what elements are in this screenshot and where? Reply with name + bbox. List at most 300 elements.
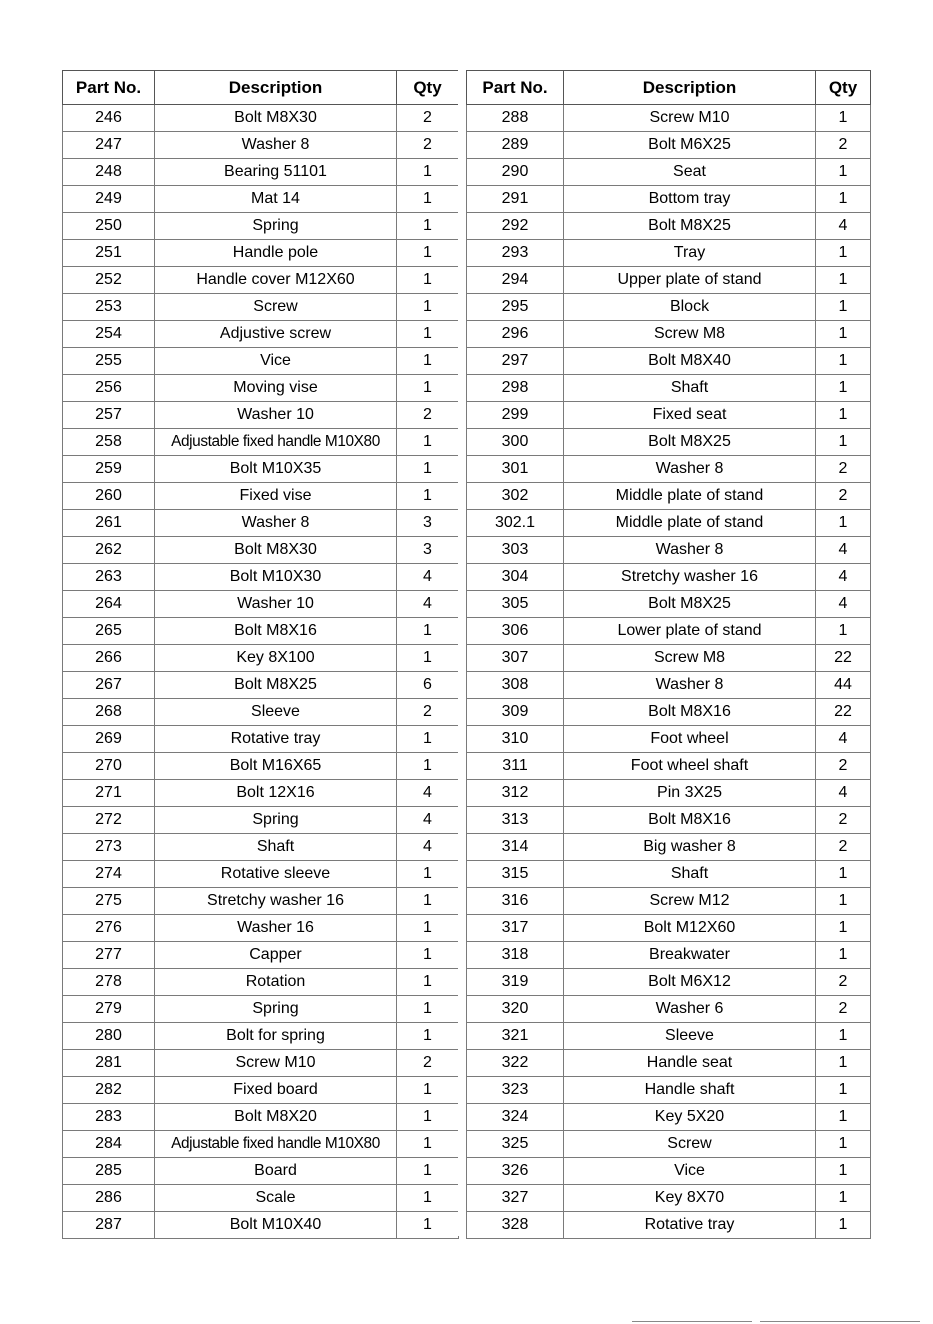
description-cell: Breakwater: [564, 942, 816, 969]
qty-cell: 2: [397, 105, 459, 132]
qty-cell: 22: [816, 699, 871, 726]
qty-cell: 1: [397, 1104, 459, 1131]
description-cell: Washer 8: [564, 456, 816, 483]
description-cell: Screw M12: [564, 888, 816, 915]
table-row: [63, 186, 459, 213]
table-row: [467, 1104, 871, 1131]
table-row: [467, 240, 871, 267]
table-row: [63, 996, 459, 1023]
part-number-cell: 274: [63, 861, 155, 888]
qty-cell: 4: [397, 780, 459, 807]
header-part-no: Part No.: [63, 71, 155, 105]
qty-cell: 1: [816, 402, 871, 429]
part-number-cell: 250: [63, 213, 155, 240]
qty-cell: 2: [816, 456, 871, 483]
table-row: [467, 807, 871, 834]
table-row: [467, 672, 871, 699]
part-number-cell: 288: [467, 105, 564, 132]
qty-cell: 1: [816, 1212, 871, 1239]
description-cell: Middle plate of stand: [564, 483, 816, 510]
description-cell: Bolt M8X16: [564, 807, 816, 834]
description-cell: Bolt M6X12: [564, 969, 816, 996]
description-cell: Foot wheel: [564, 726, 816, 753]
description-cell: Bearing 51101: [155, 159, 397, 186]
part-number-cell: 298: [467, 375, 564, 402]
table-row: [467, 942, 871, 969]
qty-cell: 1: [397, 1185, 459, 1212]
qty-cell: 1: [816, 267, 871, 294]
part-number-cell: 324: [467, 1104, 564, 1131]
description-cell: Bolt M8X25: [564, 591, 816, 618]
qty-cell: 2: [816, 969, 871, 996]
description-cell: Fixed seat: [564, 402, 816, 429]
table-row: [63, 969, 459, 996]
qty-cell: 4: [397, 564, 459, 591]
description-cell: Washer 8: [564, 672, 816, 699]
qty-cell: 1: [816, 888, 871, 915]
description-cell: Rotative tray: [155, 726, 397, 753]
qty-cell: 1: [397, 321, 459, 348]
part-number-cell: 301: [467, 456, 564, 483]
description-cell: Lower plate of stand: [564, 618, 816, 645]
table-row: [63, 294, 459, 321]
table-row: [63, 1077, 459, 1104]
description-cell: Bolt M8X25: [155, 672, 397, 699]
table-row: [467, 483, 871, 510]
description-cell: Key 8X70: [564, 1185, 816, 1212]
table-row: [63, 213, 459, 240]
part-number-cell: 311: [467, 753, 564, 780]
part-number-cell: 254: [63, 321, 155, 348]
table-row: [63, 834, 459, 861]
table-row: [467, 996, 871, 1023]
qty-cell: 1: [397, 294, 459, 321]
part-number-cell: 284: [63, 1131, 155, 1158]
part-number-cell: 310: [467, 726, 564, 753]
part-number-cell: 283: [63, 1104, 155, 1131]
part-number-cell: 303: [467, 537, 564, 564]
footer-rule: [632, 1321, 752, 1322]
part-number-cell: 247: [63, 132, 155, 159]
part-number-cell: 327: [467, 1185, 564, 1212]
table-row: [467, 888, 871, 915]
table-row: [63, 105, 459, 132]
qty-cell: 2: [816, 807, 871, 834]
description-cell: Key 8X100: [155, 645, 397, 672]
description-cell: Tray: [564, 240, 816, 267]
header-qty: Qty: [816, 71, 871, 105]
part-number-cell: 318: [467, 942, 564, 969]
qty-cell: 1: [397, 969, 459, 996]
part-number-cell: 269: [63, 726, 155, 753]
part-number-cell: 323: [467, 1077, 564, 1104]
table-row: [63, 807, 459, 834]
part-number-cell: 317: [467, 915, 564, 942]
part-number-cell: 271: [63, 780, 155, 807]
part-number-cell: 280: [63, 1023, 155, 1050]
header-qty: Qty: [397, 71, 459, 105]
description-cell: Handle seat: [564, 1050, 816, 1077]
part-number-cell: 322: [467, 1050, 564, 1077]
table-row: [467, 402, 871, 429]
description-cell: Bolt for spring: [155, 1023, 397, 1050]
table-row: [63, 726, 459, 753]
table-row: [467, 780, 871, 807]
part-number-cell: 257: [63, 402, 155, 429]
table-row: [63, 888, 459, 915]
part-number-cell: 304: [467, 564, 564, 591]
table-row: [467, 699, 871, 726]
table-row: [63, 861, 459, 888]
description-cell: Washer 10: [155, 402, 397, 429]
table-row: [467, 618, 871, 645]
description-cell: Handle shaft: [564, 1077, 816, 1104]
description-cell: Shaft: [564, 375, 816, 402]
part-number-cell: 289: [467, 132, 564, 159]
header-row: [63, 71, 459, 105]
qty-cell: 1: [397, 915, 459, 942]
part-number-cell: 278: [63, 969, 155, 996]
description-cell: Key 5X20: [564, 1104, 816, 1131]
qty-cell: 1: [816, 1050, 871, 1077]
description-cell: Bolt 12X16: [155, 780, 397, 807]
part-number-cell: 264: [63, 591, 155, 618]
table-row: [467, 564, 871, 591]
description-cell: Bolt M8X40: [564, 348, 816, 375]
table-row: [63, 483, 459, 510]
table-row: [467, 510, 871, 537]
part-number-cell: 300: [467, 429, 564, 456]
table-row: [63, 1050, 459, 1077]
part-number-cell: 325: [467, 1131, 564, 1158]
qty-cell: 1: [816, 618, 871, 645]
part-number-cell: 281: [63, 1050, 155, 1077]
description-cell: Shaft: [564, 861, 816, 888]
description-cell: Spring: [155, 213, 397, 240]
description-cell: Screw: [155, 294, 397, 321]
description-cell: Washer 16: [155, 915, 397, 942]
table-row: [63, 375, 459, 402]
description-cell: Pin 3X25: [564, 780, 816, 807]
table-row: [467, 969, 871, 996]
description-cell: Bolt M8X25: [564, 213, 816, 240]
part-number-cell: 309: [467, 699, 564, 726]
table-row: [467, 321, 871, 348]
table-row: [63, 618, 459, 645]
qty-cell: 4: [816, 564, 871, 591]
part-number-cell: 270: [63, 753, 155, 780]
table-row: [467, 429, 871, 456]
qty-cell: 1: [816, 186, 871, 213]
table-row: [63, 1185, 459, 1212]
part-number-cell: 261: [63, 510, 155, 537]
description-cell: Sleeve: [155, 699, 397, 726]
description-cell: Washer 8: [155, 132, 397, 159]
part-number-cell: 326: [467, 1158, 564, 1185]
qty-cell: 1: [397, 1131, 459, 1158]
table-row: [63, 159, 459, 186]
header-description: Description: [564, 71, 816, 105]
description-cell: Handle pole: [155, 240, 397, 267]
table-row: [467, 1050, 871, 1077]
table-row: [467, 105, 871, 132]
part-number-cell: 302.1: [467, 510, 564, 537]
qty-cell: 4: [397, 591, 459, 618]
table-row: [63, 132, 459, 159]
table-row: [63, 402, 459, 429]
table-row: [63, 1104, 459, 1131]
qty-cell: 6: [397, 672, 459, 699]
qty-cell: 2: [397, 402, 459, 429]
table-row: [63, 348, 459, 375]
description-cell: Bottom tray: [564, 186, 816, 213]
qty-cell: 1: [397, 861, 459, 888]
table-row: [467, 294, 871, 321]
part-number-cell: 296: [467, 321, 564, 348]
part-number-cell: 262: [63, 537, 155, 564]
header-row: [467, 71, 871, 105]
table-row: [467, 267, 871, 294]
part-number-cell: 255: [63, 348, 155, 375]
description-cell: Rotative sleeve: [155, 861, 397, 888]
header-part-no: Part No.: [467, 71, 564, 105]
qty-cell: 1: [816, 942, 871, 969]
part-number-cell: 314: [467, 834, 564, 861]
part-number-cell: 292: [467, 213, 564, 240]
part-number-cell: 260: [63, 483, 155, 510]
qty-cell: 2: [816, 753, 871, 780]
description-cell: Adjustive screw: [155, 321, 397, 348]
table-row: [467, 1158, 871, 1185]
table-row: [63, 780, 459, 807]
qty-cell: 1: [397, 375, 459, 402]
part-number-cell: 258: [63, 429, 155, 456]
part-number-cell: 265: [63, 618, 155, 645]
description-cell: Moving vise: [155, 375, 397, 402]
qty-cell: 1: [397, 942, 459, 969]
table-row: [63, 456, 459, 483]
description-cell: Screw M10: [564, 105, 816, 132]
description-cell: Washer 10: [155, 591, 397, 618]
qty-cell: 4: [816, 780, 871, 807]
part-number-cell: 279: [63, 996, 155, 1023]
part-number-cell: 312: [467, 780, 564, 807]
part-number-cell: 273: [63, 834, 155, 861]
qty-cell: 1: [816, 105, 871, 132]
description-cell: Bolt M16X65: [155, 753, 397, 780]
qty-cell: 1: [816, 348, 871, 375]
table-row: [63, 591, 459, 618]
qty-cell: 1: [816, 1104, 871, 1131]
table-row: [467, 834, 871, 861]
qty-cell: 1: [816, 1185, 871, 1212]
qty-cell: 1: [397, 1023, 459, 1050]
qty-cell: 1: [397, 618, 459, 645]
qty-cell: 4: [816, 537, 871, 564]
qty-cell: 1: [397, 159, 459, 186]
qty-cell: 1: [816, 915, 871, 942]
qty-cell: 1: [397, 1077, 459, 1104]
description-cell: Screw M8: [564, 321, 816, 348]
table-row: [63, 942, 459, 969]
part-number-cell: 251: [63, 240, 155, 267]
qty-cell: 1: [397, 726, 459, 753]
qty-cell: 1: [816, 240, 871, 267]
part-number-cell: 282: [63, 1077, 155, 1104]
part-number-cell: 305: [467, 591, 564, 618]
description-cell: Upper plate of stand: [564, 267, 816, 294]
qty-cell: 1: [816, 510, 871, 537]
qty-cell: 2: [397, 132, 459, 159]
table-row: [63, 321, 459, 348]
description-cell: Vice: [564, 1158, 816, 1185]
table-row: [467, 456, 871, 483]
qty-cell: 4: [397, 834, 459, 861]
description-cell: Foot wheel shaft: [564, 753, 816, 780]
qty-cell: 4: [816, 726, 871, 753]
qty-cell: 1: [397, 645, 459, 672]
table-row: [467, 159, 871, 186]
part-number-cell: 259: [63, 456, 155, 483]
part-number-cell: 320: [467, 996, 564, 1023]
description-cell: Rotation: [155, 969, 397, 996]
description-cell: Bolt M6X25: [564, 132, 816, 159]
qty-cell: 1: [816, 429, 871, 456]
table-row: [63, 537, 459, 564]
description-cell: Seat: [564, 159, 816, 186]
table-row: [63, 699, 459, 726]
table-row: [467, 1131, 871, 1158]
table-row: [467, 915, 871, 942]
qty-cell: 1: [397, 348, 459, 375]
description-cell: Bolt M8X16: [564, 699, 816, 726]
qty-cell: 1: [816, 861, 871, 888]
qty-cell: 1: [397, 456, 459, 483]
qty-cell: 1: [816, 375, 871, 402]
qty-cell: 1: [397, 213, 459, 240]
description-cell: Adjustable fixed handle M10X80: [155, 429, 397, 456]
part-number-cell: 263: [63, 564, 155, 591]
qty-cell: 1: [397, 240, 459, 267]
part-number-cell: 248: [63, 159, 155, 186]
table-row: [467, 132, 871, 159]
qty-cell: 1: [397, 483, 459, 510]
qty-cell: 1: [816, 1131, 871, 1158]
part-number-cell: 295: [467, 294, 564, 321]
qty-cell: 1: [397, 753, 459, 780]
part-number-cell: 321: [467, 1023, 564, 1050]
qty-cell: 1: [816, 1023, 871, 1050]
description-cell: Spring: [155, 807, 397, 834]
part-number-cell: 276: [63, 915, 155, 942]
description-cell: Screw M10: [155, 1050, 397, 1077]
description-cell: Screw M8: [564, 645, 816, 672]
part-number-cell: 316: [467, 888, 564, 915]
header-description: Description: [155, 71, 397, 105]
qty-cell: 4: [397, 807, 459, 834]
table-row: [467, 753, 871, 780]
description-cell: Fixed vise: [155, 483, 397, 510]
qty-cell: 1: [816, 1077, 871, 1104]
description-cell: Bolt M8X20: [155, 1104, 397, 1131]
description-cell: Stretchy washer 16: [564, 564, 816, 591]
table-row: [467, 537, 871, 564]
table-row: [467, 1212, 871, 1239]
description-cell: Middle plate of stand: [564, 510, 816, 537]
parts-table-right: [466, 70, 871, 1239]
table-row: [467, 1077, 871, 1104]
column-gap: [458, 70, 466, 1236]
description-cell: Bolt M10X35: [155, 456, 397, 483]
table-row: [63, 240, 459, 267]
table-row: [63, 672, 459, 699]
description-cell: Rotative tray: [564, 1212, 816, 1239]
part-number-cell: 249: [63, 186, 155, 213]
description-cell: Shaft: [155, 834, 397, 861]
table-row: [467, 375, 871, 402]
part-number-cell: 307: [467, 645, 564, 672]
table-row: [63, 1212, 459, 1239]
part-number-cell: 266: [63, 645, 155, 672]
qty-cell: 2: [816, 834, 871, 861]
part-number-cell: 246: [63, 105, 155, 132]
qty-cell: 1: [397, 1158, 459, 1185]
description-cell: Screw: [564, 1131, 816, 1158]
description-cell: Bolt M8X30: [155, 537, 397, 564]
qty-cell: 1: [816, 321, 871, 348]
table-row: [63, 564, 459, 591]
table-row: [467, 1023, 871, 1050]
qty-cell: 1: [397, 186, 459, 213]
qty-cell: 3: [397, 510, 459, 537]
qty-cell: 1: [397, 1212, 459, 1239]
part-number-cell: 287: [63, 1212, 155, 1239]
part-number-cell: 319: [467, 969, 564, 996]
table-row: [63, 267, 459, 294]
description-cell: Vice: [155, 348, 397, 375]
qty-cell: 4: [816, 213, 871, 240]
part-number-cell: 268: [63, 699, 155, 726]
description-cell: Scale: [155, 1185, 397, 1212]
description-cell: Bolt M8X30: [155, 105, 397, 132]
description-cell: Capper: [155, 942, 397, 969]
description-cell: Bolt M12X60: [564, 915, 816, 942]
description-cell: Board: [155, 1158, 397, 1185]
qty-cell: 1: [816, 1158, 871, 1185]
part-number-cell: 306: [467, 618, 564, 645]
part-number-cell: 299: [467, 402, 564, 429]
table-row: [63, 1023, 459, 1050]
qty-cell: 1: [397, 888, 459, 915]
description-cell: Handle cover M12X60: [155, 267, 397, 294]
part-number-cell: 293: [467, 240, 564, 267]
qty-cell: 2: [816, 483, 871, 510]
qty-cell: 2: [397, 699, 459, 726]
part-number-cell: 315: [467, 861, 564, 888]
part-number-cell: 302: [467, 483, 564, 510]
description-cell: Sleeve: [564, 1023, 816, 1050]
part-number-cell: 290: [467, 159, 564, 186]
qty-cell: 22: [816, 645, 871, 672]
footer-rule: [760, 1321, 920, 1322]
qty-cell: 2: [816, 996, 871, 1023]
qty-cell: 2: [816, 132, 871, 159]
qty-cell: 1: [816, 294, 871, 321]
description-cell: Stretchy washer 16: [155, 888, 397, 915]
part-number-cell: 267: [63, 672, 155, 699]
description-cell: Big washer 8: [564, 834, 816, 861]
part-number-cell: 308: [467, 672, 564, 699]
